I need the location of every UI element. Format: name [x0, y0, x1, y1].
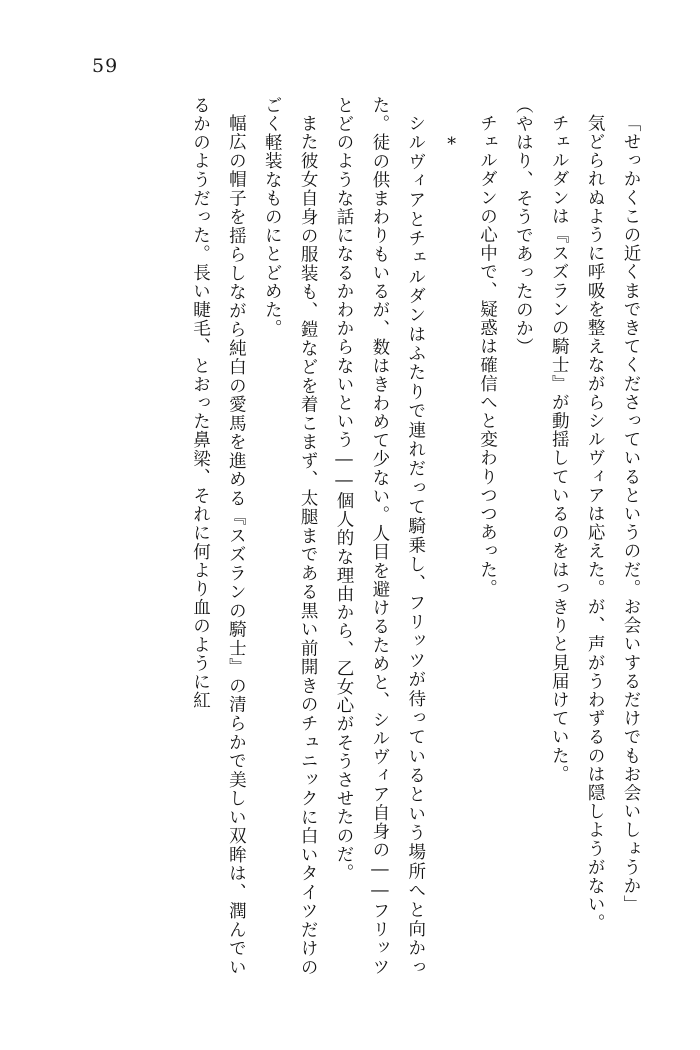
section-separator [433, 96, 469, 976]
paragraph-4: （やはり、そうであったのか） [513, 96, 534, 357]
paragraph-8: 幅広の帽子を揺らしながら純白の愛馬を進める『スズランの騎士』の清らかで美しい双眸は、潤んでいるかのようだった。長い睫毛、とおった鼻梁、それに何より血のように紅 [190, 96, 247, 976]
separator-asterisk: * [441, 134, 462, 155]
page-number: 59 [92, 55, 119, 77]
page-text-body [58, 96, 648, 976]
paragraph-1: 「せっかくこの近くまできてくださっているというのだ。お会いするだけでもお会いしょうか」 [621, 113, 641, 914]
paragraph-6: シルヴィアとチェルダンはふたりで連れだって騎乗し、フリッツが待っているという場所へと向かった。徒の供まわりもいるが、数はきわめて少ない。人目を避けるためと、シルヴィア自身の――フリッツとどのような話になるかわからないという――個人的な理由から、乙女心がそうさせたのだ。 [334, 96, 426, 976]
paragraph-7: また彼女自身の服装も、鎧などを着こまず、太腿まである黒い前開きのチュニックに白いタイツだけのごく軽装なものにとどめた。 [262, 96, 319, 976]
paragraph-2: 気どられぬように呼吸を整えながらシルヴィアは応えた。が、声がうわずるのは隠しようがない。 [585, 113, 606, 932]
paragraph-5: チェルダンの心中で、疑惑は確信へと変わりつつあった。 [477, 113, 498, 598]
paragraph-3: チェルダンは『スズランの騎士』が動揺しているのをはっきりと見届けていた。 [549, 113, 570, 784]
